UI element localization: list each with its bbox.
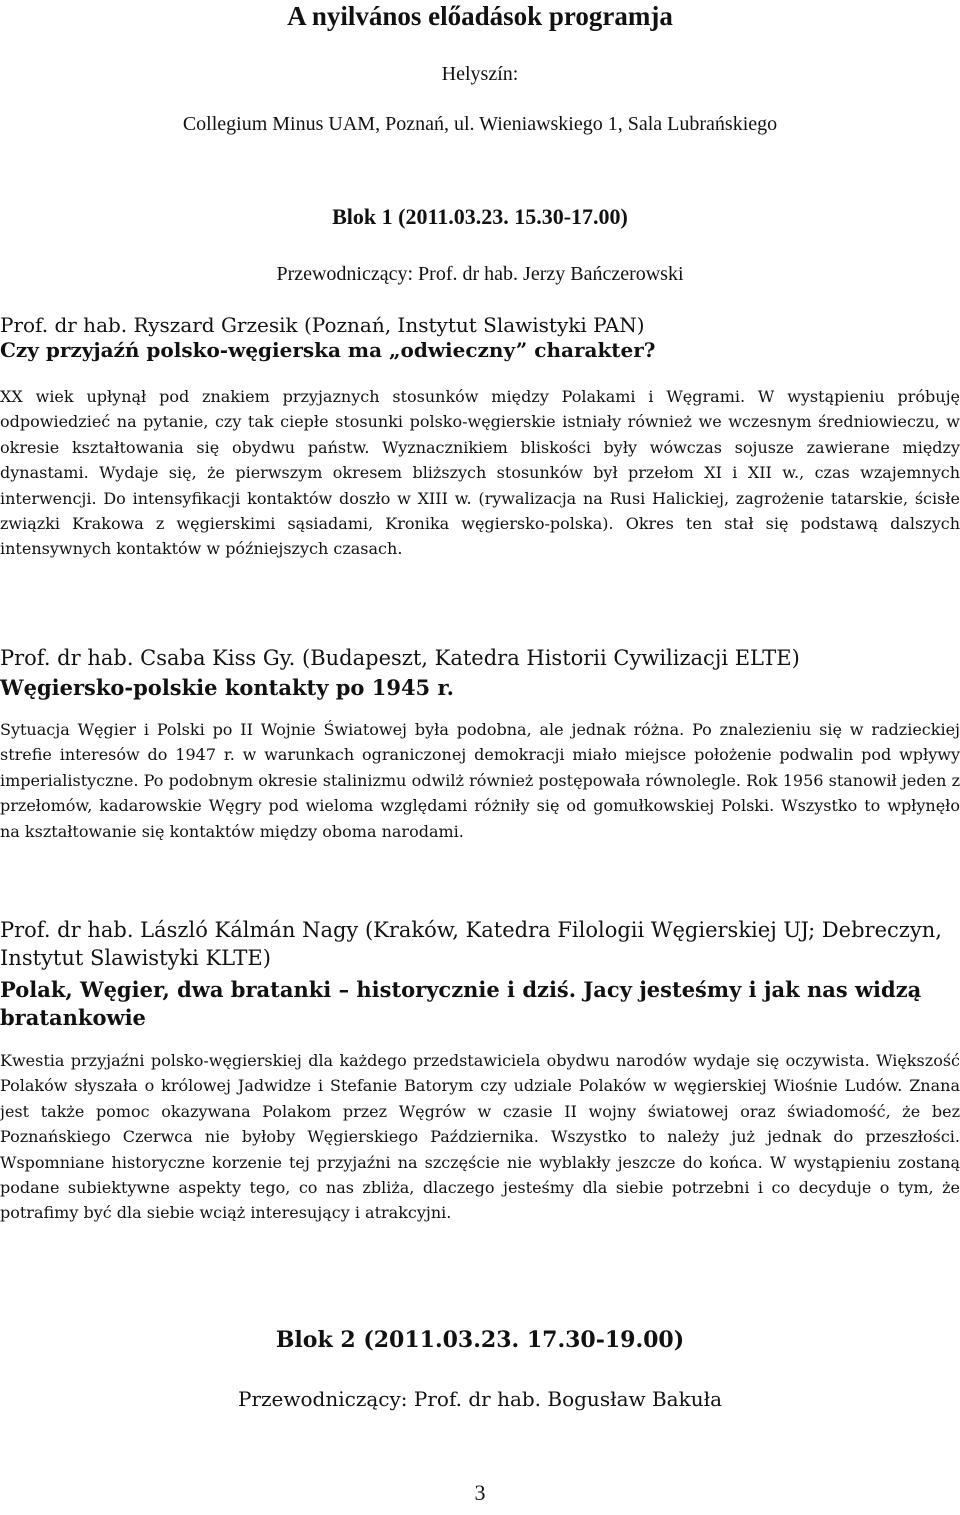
- block-1-heading: Blok 1 (2011.03.23. 15.30-17.00): [332, 204, 628, 229]
- page-title: A nyilvános előadások programja: [287, 1, 673, 31]
- talk-2-speaker: Prof. dr hab. Csaba Kiss Gy. (Budapeszt, Katedra Historii Cywilizacji ELTE): [0, 646, 800, 670]
- block-2-chair: Przewodniczący: Prof. dr hab. Bogusław Bakuła: [238, 1387, 722, 1411]
- talk-3-abstract: Kwestia przyjaźni polsko-węgierskiej dla każdego przedstawiciela obydwu narodów wydaje się oczywista. Większość Polaków słyszała o królowej Jadwidze i Stefanie Batorym czy udziale Polaków w węgierskiej Wiośnie Ludów. Znana jest także pomoc okazywana Polakom przez Węgrów w czasie II wojny światowej oraz świadomość, że bez Poznańskiego Czerwca nie byłoby Węgierskiego Października. Wszystko to należy już jednak do przeszłości. Wspomniane historyczne korzenie tej przyjaźni na szczęście nie wyblakły jeszcze do końca. W wystąpieniu zostaną podane subiektywne aspekty tego, co nas zbliża, dlaczego jesteśmy dla siebie potrzebni i co decyduje o tym, że potrafimy być dla siebie wciąż interesujący i atrakcyjni.: [0, 1051, 960, 1223]
- venue-label: Helyszín:: [441, 63, 519, 85]
- talk-1-title: Czy przyjaźń polsko-węgierska ma „odwieczny” charakter?: [0, 338, 656, 362]
- talk-3: [0, 916, 960, 1226]
- talk-3-speaker: Prof. dr hab. László Kálmán Nagy (Kraków, Katedra Filologii Węgierskiej UJ; Debreczyn, Instytut Slawistyki KLTE): [0, 918, 942, 970]
- talk-2: [0, 645, 960, 844]
- talk-2-abstract: Sytuacja Węgier i Polski po II Wojnie Światowej była podobna, ale jednak różna. Po znalezieniu się w radzieckiej strefie interesów do 1947 r. w warunkach ograniczonej demokracji miało miejsce położenie podwalin pod wpływy imperialistyczne. Po podobnym okresie stalinizmu odwilż również postępowała równolegle. Rok 1956 stanowił jeden z przełomów, kadarowskie Węgry pod wieloma względami różniły się od gomułkowskiej Polski. Wszystko to wpłynęło na kształtowanie się kontaktów między oboma narodami.: [0, 720, 960, 841]
- talk-1-speaker: Prof. dr hab. Ryszard Grzesik (Poznań, Instytut Slawistyki PAN): [0, 313, 645, 337]
- venue-text: Collegium Minus UAM, Poznań, ul. Wieniawskiego 1, Sala Lubrańskiego: [182, 113, 778, 135]
- talk-2-title: Węgiersko-polskie kontakty po 1945 r.: [0, 675, 454, 700]
- page-number: 3: [474, 1480, 486, 1505]
- block-1-chair: Przewodniczący: Prof. dr hab. Jerzy Bańczerowski: [276, 263, 684, 285]
- block-2-heading: Blok 2 (2011.03.23. 17.30-19.00): [275, 1327, 685, 1353]
- talk-1: [0, 313, 960, 562]
- talk-3-title: Polak, Węgier, dwa bratanki – historycznie i dziś. Jacy jesteśmy i jak nas widzą bratankowie: [0, 977, 922, 1030]
- talk-1-abstract: XX wiek upłynął pod znakiem przyjaznych stosunków między Polakami i Węgrami. W wystąpieniu próbuję odpowiedzieć na pytanie, czy tak ciepłe stosunki polsko-węgierskie istniały również we wczesnym średniowieczu, w okresie kształtowania się obydwu państw. Wyznacznikiem bliskości były wówczas sojusze zawierane między dynastami. Wydaje się, że pierwszym okresem bliższych stosunków był przełom XI i XII w., czas wzajemnych interwencji. Do intensyfikacji kontaktów doszło w XIII w. (rywalizacja na Rusi Halickiej, zagrożenie tatarskie, ścisłe związki Krakowa z węgierskimi sąsiadami, Kronika węgiersko-polska). Okres ten stał się podstawą dalszych intensywnych kontaktów w późniejszych czasach.: [0, 387, 960, 559]
